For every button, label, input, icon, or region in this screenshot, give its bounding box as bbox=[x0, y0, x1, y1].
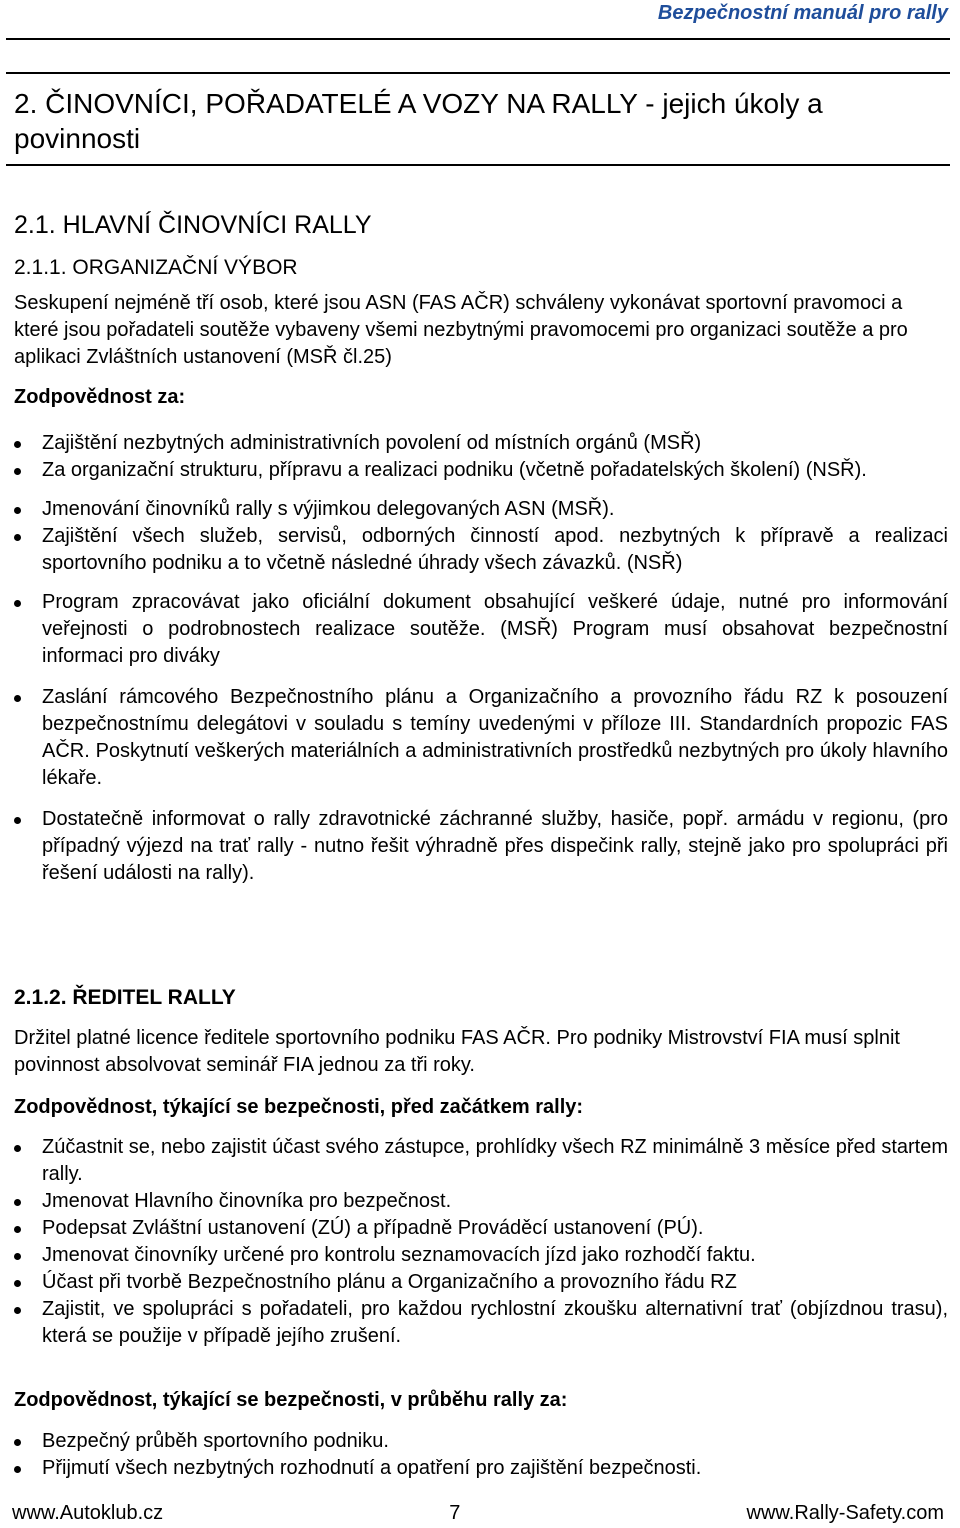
list-item: Zaslání rámcového Bezpečnostního plánu a Organizačního a provozního řádu RZ k posouzení bezpečnostnímu delegátovi v souladu s temíny uvedenými v příloze III. Standardních propozic FAS AČR. Poskytnutí veškerých materiálních a administrativních prostředků nezbytných pro úkoly hlavního lékaře. bbox=[0, 684, 948, 792]
bullet-icon bbox=[14, 1466, 21, 1473]
bullet-icon bbox=[14, 1145, 21, 1152]
bullet-icon bbox=[14, 507, 21, 514]
page-number: 7 bbox=[449, 1502, 461, 1524]
list-item: Za organizační strukturu, přípravu a realizaci podniku (včetně pořadatelských školení) (NSŘ). bbox=[0, 457, 948, 484]
page-footer bbox=[12, 1502, 944, 1525]
footer-left-link[interactable]: www.Autoklub.cz bbox=[12, 1502, 164, 1524]
bullet-icon bbox=[14, 1439, 21, 1446]
subsection-title-organizing-committee: 2.1.1. ORGANIZAČNÍ VÝBOR bbox=[14, 256, 298, 279]
during-rally-heading: Zodpovědnost, týkající se bezpečnosti, v průběhu rally za: bbox=[14, 1389, 568, 1411]
running-header: Bezpečnostní manuál pro rally bbox=[657, 2, 948, 24]
bullet-icon bbox=[14, 1307, 21, 1314]
list-item: Jmenovat činovníky určené pro kontrolu seznamovacích jízd jako rozhodčí faktu. bbox=[0, 1242, 948, 1269]
rally-director-intro: Držitel platné licence ředitele sportovního podniku FAS AČR. Pro podniky Mistrovství FIA musí splnit povinnost absolvovat seminář FIA jednou za tři roky. bbox=[14, 1027, 900, 1076]
responsibility-heading: Zodpovědnost za: bbox=[14, 386, 186, 408]
list-item: Přijmutí všech nezbytných rozhodnutí a opatření pro zajištění bezpečnosti. bbox=[0, 1455, 948, 1482]
section-title: 2.1. HLAVNÍ ČINOVNÍCI RALLY bbox=[14, 211, 372, 239]
chapter-title: 2. ČINOVNÍCI, POŘADATELÉ A VOZY NA RALLY - jejich úkoly a povinnosti bbox=[14, 88, 823, 154]
bullet-icon bbox=[14, 600, 21, 607]
before-rally-list bbox=[0, 1134, 960, 1350]
bullet-icon bbox=[14, 468, 21, 475]
chapter-title-box bbox=[6, 72, 950, 166]
bullet-icon bbox=[14, 695, 21, 702]
bullet-icon bbox=[14, 441, 21, 448]
bullet-icon bbox=[14, 1226, 21, 1233]
list-item: Zajištění všech služeb, servisů, odborných činností apod. nezbytných k přípravě a realizaci sportovního podniku a to včetně následné úhrady všech závazků. (NSŘ) bbox=[0, 523, 948, 577]
list-item: Podepsat Zvláštní ustanovení (ZÚ) a případně Prováděcí ustanovení (PÚ). bbox=[0, 1215, 948, 1242]
list-item: Jmenování činovníků rally s výjimkou delegovaných ASN (MSŘ). bbox=[0, 496, 948, 523]
list-item: Zajistit, ve spolupráci s pořadateli, pro každou rychlostní zkoušku alternativní trať (objízdnou trasu), která se použije v případě jejího zrušení. bbox=[0, 1296, 948, 1350]
list-item: Program zpracovávat jako oficiální dokument obsahující veškeré údaje, nutné pro informování veřejnosti o podrobnostech realizace soutěže. (MSŘ) Program musí obsahovat bezpečnostní informaci pro diváky bbox=[0, 589, 948, 670]
footer-right-link[interactable]: www.Rally-Safety.com bbox=[746, 1502, 944, 1524]
organizing-committee-list bbox=[0, 430, 960, 887]
list-item: Zajištění nezbytných administrativních povolení od místních orgánů (MSŘ) bbox=[0, 430, 948, 457]
bullet-icon bbox=[14, 1280, 21, 1287]
list-item: Jmenovat Hlavního činovníka pro bezpečnost. bbox=[0, 1188, 948, 1215]
list-item: Zúčastnit se, nebo zajistit účast svého zástupce, prohlídky všech RZ minimálně 3 měsíce před startem rally. bbox=[0, 1134, 948, 1188]
bullet-icon bbox=[14, 817, 21, 824]
header-rule bbox=[6, 38, 950, 40]
list-item: Dostatečně informovat o rally zdravotnické záchranné služby, hasiče, popř. armádu v regionu, (pro případný výjezd na trať rally - nutno řešit výhradně přes dispečink rally, stejně jako pro spolupráci při řešení události na rally). bbox=[0, 806, 948, 887]
bullet-icon bbox=[14, 1253, 21, 1260]
during-rally-list bbox=[0, 1428, 960, 1482]
subsection-title-rally-director: 2.1.2. ŘEDITEL RALLY bbox=[14, 986, 236, 1009]
bullet-icon bbox=[14, 1199, 21, 1206]
list-item: Účast při tvorbě Bezpečnostního plánu a Organizačního a provozního řádu RZ bbox=[0, 1269, 948, 1296]
organizing-committee-intro: Seskupení nejméně tří osob, které jsou ASN (FAS AČR) schváleny vykonávat sportovní pravomoci a které jsou pořadateli soutěže vybaveny všemi nezbytnými pravomocemi pro organizaci soutěže a pro aplikaci Zvláštních ustanovení (MSŘ čl.25) bbox=[14, 292, 908, 368]
before-rally-heading: Zodpovědnost, týkající se bezpečnosti, před začátkem rally: bbox=[14, 1096, 584, 1118]
bullet-icon bbox=[14, 534, 21, 541]
list-item: Bezpečný průběh sportovního podniku. bbox=[0, 1428, 948, 1455]
